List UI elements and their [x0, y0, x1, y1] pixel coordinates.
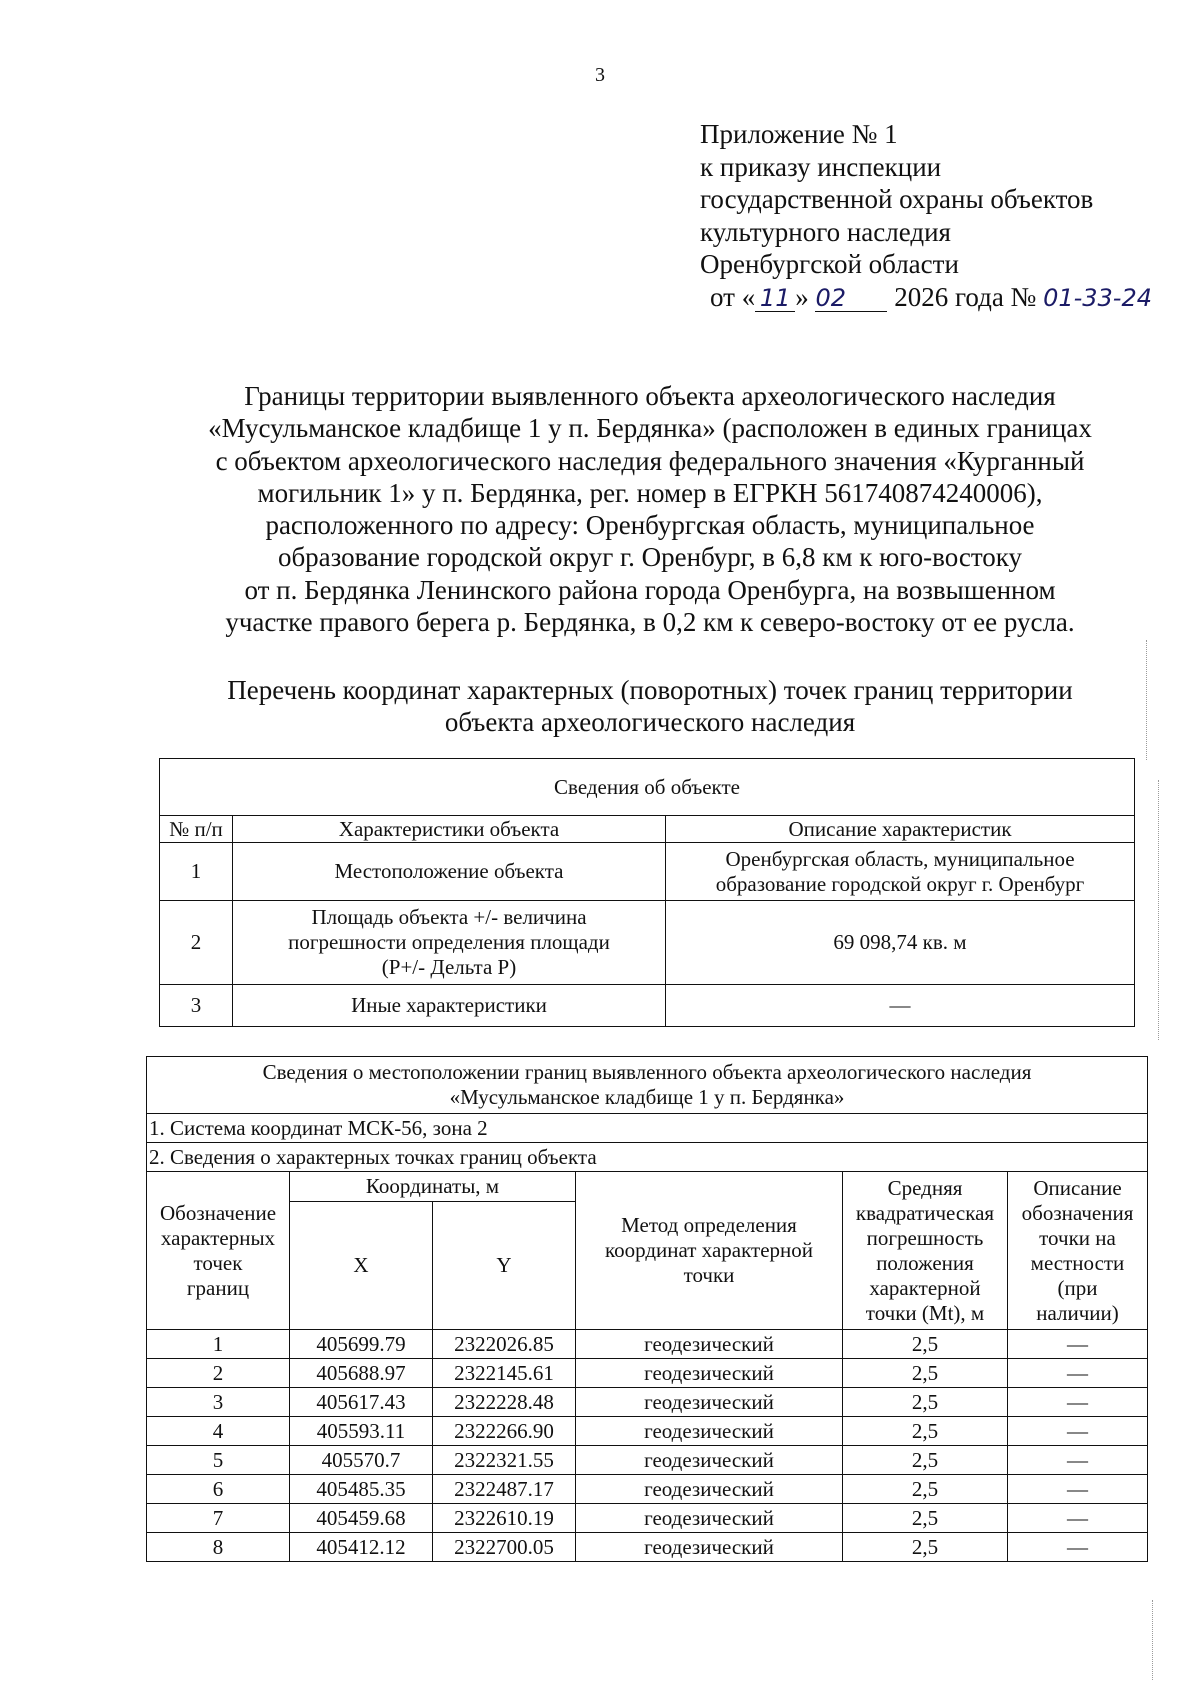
header-line: точек [193, 1250, 243, 1275]
order-number: 01-33-24 [1043, 283, 1152, 312]
date-year: 2026 года № [894, 281, 1037, 312]
point-y: 2322610.19 [433, 1504, 576, 1533]
appendix-line: государственной охраны объектов [700, 184, 1094, 214]
header-num: № п/п [160, 816, 233, 843]
point-description: — [1008, 1446, 1148, 1475]
point-description: — [1008, 1533, 1148, 1562]
point-y: 2322266.90 [433, 1417, 576, 1446]
point-method: геодезический [576, 1533, 843, 1562]
header-line: точки (Mt), м [865, 1300, 985, 1325]
appendix-line: к приказу инспекции [700, 151, 942, 182]
desc-line: Оренбургская область, муниципальное [725, 846, 1075, 871]
header-description: Описание характеристик [666, 816, 1135, 843]
coordinate-system: 1. Система координат МСК-56, зона 2 [147, 1114, 1148, 1143]
date-prefix: от « [710, 281, 756, 312]
point-method: геодезический [576, 1388, 843, 1417]
point-y: 2322700.05 [433, 1533, 576, 1562]
subtitle-line: Перечень координат характерных (поворотных) точек границ территории [227, 675, 1073, 705]
scan-artifact [1152, 1600, 1153, 1680]
caption-line: «Мусульманское кладбище 1 у п. Бердянка» [449, 1085, 845, 1109]
row-name: Иные характеристики [233, 985, 666, 1027]
point-method: геодезический [576, 1330, 843, 1359]
point-number: 3 [147, 1388, 290, 1417]
point-number: 1 [147, 1330, 290, 1359]
point-mt: 2,5 [843, 1475, 1008, 1504]
table-row [147, 1330, 1148, 1359]
row-name: Местоположение объекта [233, 843, 666, 901]
header-designation [147, 1172, 290, 1330]
header-line: координат характерной [605, 1238, 813, 1262]
point-number: 5 [147, 1446, 290, 1475]
subtitle-line: объекта археологического наследия [444, 707, 856, 738]
header-y: Y [433, 1202, 576, 1330]
point-method: геодезический [576, 1504, 843, 1533]
table-row [147, 1475, 1148, 1504]
row-num: 2 [160, 901, 233, 985]
page-number: 3 [595, 64, 605, 86]
point-x: 405412.12 [290, 1533, 433, 1562]
point-number: 2 [147, 1359, 290, 1388]
point-x: 405617.43 [290, 1388, 433, 1417]
point-description: — [1008, 1475, 1148, 1504]
boundary-points-table [146, 1056, 1148, 1562]
appendix-header [700, 118, 1152, 314]
title-line: от п. Бердянка Ленинского района города Оренбурга, на возвышенном [244, 574, 1056, 605]
point-mt: 2,5 [843, 1417, 1008, 1446]
date-day: 11 [755, 285, 795, 312]
point-x: 405485.35 [290, 1475, 433, 1504]
table-row [147, 1533, 1148, 1562]
document-subtitle [150, 674, 1150, 739]
point-mt: 2,5 [843, 1504, 1008, 1533]
object-table-caption: Сведения об объекте [160, 759, 1135, 816]
header-point-description [1008, 1172, 1148, 1330]
name-line: Площадь объекта +/- величина [311, 905, 587, 929]
appendix-line: культурного наследия [700, 216, 951, 247]
row-name [233, 901, 666, 985]
header-line: характерной [869, 1275, 981, 1300]
header-line: границ [186, 1275, 250, 1300]
point-y: 2322487.17 [433, 1475, 576, 1504]
header-line: Средняя [887, 1175, 963, 1200]
title-line: могильник 1» у п. Бердянка, рег. номер в ЕГРКН 561740874240006), [257, 477, 1043, 508]
table-row [147, 1446, 1148, 1475]
appendix-line: Оренбургской области [700, 249, 959, 279]
header-line: погрешность [866, 1225, 984, 1250]
point-method: геодезический [576, 1475, 843, 1504]
row-description: — [666, 985, 1135, 1027]
table-row [147, 1417, 1148, 1446]
point-number: 4 [147, 1417, 290, 1446]
point-method: геодезический [576, 1417, 843, 1446]
scan-artifact [1146, 640, 1147, 760]
point-number: 7 [147, 1504, 290, 1533]
point-number: 8 [147, 1533, 290, 1562]
point-description: — [1008, 1330, 1148, 1359]
table-row [147, 1504, 1148, 1533]
point-description: — [1008, 1359, 1148, 1388]
header-line: Обозначение [159, 1200, 277, 1225]
point-mt: 2,5 [843, 1533, 1008, 1562]
header-method [576, 1172, 843, 1330]
date-month: 02 [815, 285, 887, 312]
header-line: положения [876, 1250, 974, 1275]
points-section-title: 2. Сведения о характерных точках границ объекта [147, 1143, 1148, 1172]
point-x: 405459.68 [290, 1504, 433, 1533]
table-row [147, 1388, 1148, 1417]
table-row [160, 901, 1135, 985]
points-table-caption [147, 1057, 1148, 1114]
header-line: точки [683, 1263, 735, 1287]
title-line: расположенного по адресу: Оренбургская область, муниципальное [265, 510, 1035, 541]
order-date-line [700, 281, 1152, 315]
title-line: участке правого берега р. Бердянка, в 0,2 км к северо-востоку от ее русла. [225, 607, 1075, 638]
point-mt: 2,5 [843, 1359, 1008, 1388]
header-coordinates: Координаты, м [290, 1172, 576, 1202]
header-line: местности [1030, 1250, 1125, 1275]
point-y: 2322228.48 [433, 1388, 576, 1417]
caption-line: Сведения о местоположении границ выявленного объекта археологического наследия [262, 1060, 1032, 1084]
point-description: — [1008, 1417, 1148, 1446]
title-line: «Мусульманское кладбище 1 у п. Бердянка» (расположен в единых границах [208, 413, 1092, 444]
table-row [160, 985, 1135, 1027]
point-x: 405688.97 [290, 1359, 433, 1388]
title-line: с объектом археологического наследия федерального значения «Курганный [215, 445, 1085, 476]
header-x: X [290, 1202, 433, 1330]
point-mt: 2,5 [843, 1330, 1008, 1359]
header-line: Описание [1033, 1175, 1122, 1200]
point-x: 405593.11 [290, 1417, 433, 1446]
point-x: 405570.7 [290, 1446, 433, 1475]
row-description [666, 843, 1135, 901]
table-row [160, 843, 1135, 901]
document-title [150, 380, 1150, 638]
point-description: — [1008, 1388, 1148, 1417]
row-num: 1 [160, 843, 233, 901]
header-error [843, 1172, 1008, 1330]
object-info-table [159, 758, 1135, 1027]
title-line: образование городской округ г. Оренбург, в 6,8 км к юго-востоку [277, 542, 1023, 573]
point-method: геодезический [576, 1446, 843, 1475]
point-number: 6 [147, 1475, 290, 1504]
header-line: наличии) [1036, 1300, 1119, 1325]
header-characteristics: Характеристики объекта [233, 816, 666, 843]
header-line: квадратическая [855, 1200, 995, 1225]
date-mid: » [795, 281, 809, 312]
point-y: 2322321.55 [433, 1446, 576, 1475]
name-line: погрешности определения площади [288, 930, 610, 954]
name-line: (Р+/- Дельта Р) [381, 955, 517, 979]
point-x: 405699.79 [290, 1330, 433, 1359]
header-line: (при [1057, 1275, 1098, 1300]
row-num: 3 [160, 985, 233, 1027]
table-row [147, 1359, 1148, 1388]
header-line: Метод определения [621, 1213, 797, 1237]
point-mt: 2,5 [843, 1388, 1008, 1417]
title-line: Границы территории выявленного объекта археологического наследия [244, 381, 1056, 411]
point-y: 2322145.61 [433, 1359, 576, 1388]
point-description: — [1008, 1504, 1148, 1533]
appendix-line: Приложение № 1 [700, 119, 898, 149]
header-line: точки на [1039, 1225, 1116, 1250]
row-description: 69 098,74 кв. м [666, 901, 1135, 985]
header-line: обозначения [1021, 1200, 1134, 1225]
scan-artifact [1158, 780, 1159, 1040]
point-mt: 2,5 [843, 1446, 1008, 1475]
desc-line: образование городской округ г. Оренбург [715, 871, 1085, 896]
point-method: геодезический [576, 1359, 843, 1388]
point-y: 2322026.85 [433, 1330, 576, 1359]
header-line: характерных [160, 1225, 276, 1250]
